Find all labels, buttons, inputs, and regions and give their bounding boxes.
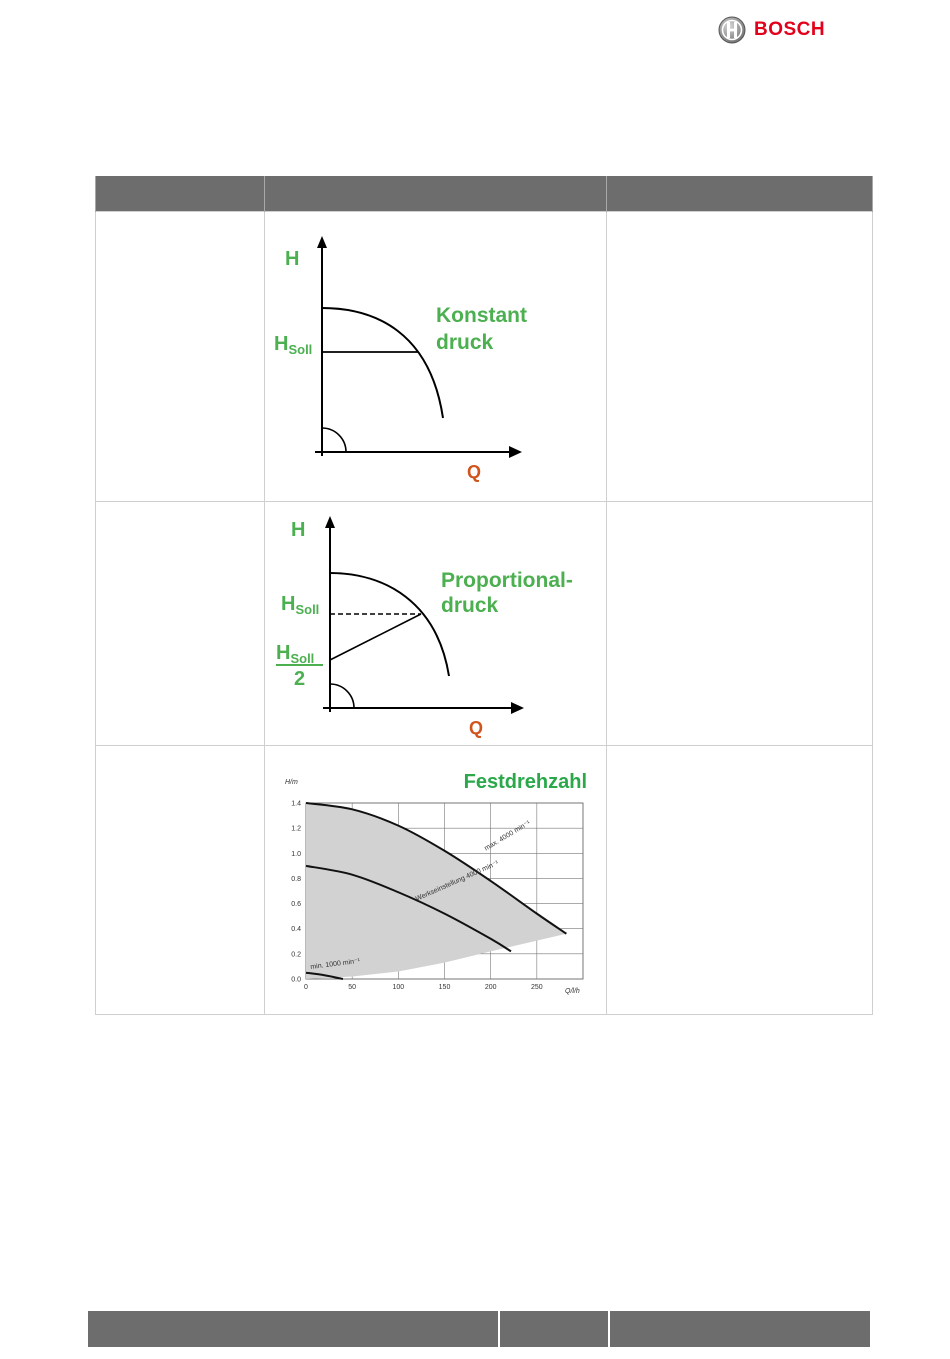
- hsoll-label: [274, 333, 312, 357]
- y-tick-label: 0.4: [291, 926, 301, 934]
- control-modes-table: [95, 176, 873, 1015]
- y-tick-label: 0.8: [291, 875, 301, 883]
- proportional-line: [330, 614, 421, 660]
- x-tick-label: 250: [530, 984, 543, 991]
- diagram-title-line1: Konstant: [436, 304, 527, 327]
- q-axis-arrow: [511, 702, 524, 714]
- row2-text-cell: [607, 502, 873, 746]
- chart-title: Festdrehzahl: [463, 771, 587, 793]
- q-axis-arrow: [509, 446, 522, 458]
- h-label: H: [285, 248, 300, 270]
- row1-label-cell: [96, 212, 265, 502]
- row3-diagram-cell: [265, 746, 607, 1015]
- series-label: min. 1000 min⁻¹: [310, 957, 361, 971]
- row2-label-cell: [96, 502, 265, 746]
- x-tick-label: 0: [304, 984, 308, 991]
- pump-curve: [322, 308, 443, 418]
- min-curve: [330, 684, 354, 708]
- table-row: [96, 212, 873, 502]
- hsoll-label: [281, 593, 319, 617]
- half-hsoll-denominator: 2: [294, 668, 306, 690]
- row1-diagram-cell: [265, 212, 607, 502]
- q-label: Q: [467, 462, 482, 482]
- row1-text-cell: [607, 212, 873, 502]
- series-label: Werkseinstellung 4000 min⁻¹: [414, 859, 500, 903]
- diagram-title-line2: druck: [436, 331, 494, 354]
- diagram-title-line2: druck: [441, 594, 499, 617]
- bosch-logo: [718, 15, 825, 45]
- row3-label-cell: [96, 746, 265, 1015]
- footer-bar: [88, 1311, 870, 1347]
- half-hsoll-label: [276, 642, 314, 666]
- half-hsoll-main: H: [276, 642, 291, 664]
- y-tick-label: 0.2: [291, 951, 301, 959]
- x-tick-label: 150: [438, 984, 451, 991]
- hsoll-sub: Soll: [288, 342, 313, 357]
- fixed-speed-chart: [265, 746, 607, 1014]
- bosch-armature-icon: [718, 16, 746, 44]
- footer-segment-1: [88, 1311, 498, 1347]
- h-axis-arrow: [325, 516, 335, 528]
- y-tick-label: 1.0: [291, 850, 301, 858]
- half-hsoll-sub: Soll: [290, 651, 315, 666]
- min-curve: [322, 428, 346, 452]
- header-cell-1: [96, 176, 265, 212]
- header-cell-3: [607, 176, 873, 212]
- footer-segment-3: [610, 1311, 870, 1347]
- x-tick-label: 200: [484, 984, 497, 991]
- hsoll-sub: Soll: [295, 602, 320, 617]
- y-tick-label: 1.2: [291, 825, 301, 833]
- row3-text-cell: [607, 746, 873, 1015]
- header-cell-2: [265, 176, 607, 212]
- y-tick-label: 0.6: [291, 901, 301, 909]
- x-tick-label: 50: [348, 984, 357, 991]
- y-tick-label: 1.4: [291, 800, 301, 808]
- footer-segment-2: [500, 1311, 608, 1347]
- bosch-wordmark: BOSCH: [754, 19, 826, 40]
- pump-curve: [330, 573, 449, 676]
- proportional-pressure-diagram: [265, 502, 607, 745]
- y-axis-label: H/m: [285, 779, 298, 786]
- table-row: [96, 746, 873, 1015]
- h-axis-arrow: [317, 236, 327, 248]
- row2-diagram-cell: [265, 502, 607, 746]
- hsoll-main: H: [274, 333, 289, 355]
- h-label: H: [291, 519, 306, 541]
- table-header-row: [96, 176, 873, 212]
- hsoll-main: H: [281, 593, 296, 615]
- x-tick-label: 100: [392, 984, 405, 991]
- y-tick-label: 0.0: [291, 976, 301, 984]
- x-axis-label: Q/l/h: [565, 988, 580, 995]
- diagram-title-line1: Proportional-: [441, 569, 573, 592]
- constant-pressure-diagram: [265, 212, 607, 501]
- q-label: Q: [469, 718, 484, 738]
- table-row: [96, 502, 873, 746]
- series-label: max. 4000 min⁻¹: [483, 819, 532, 853]
